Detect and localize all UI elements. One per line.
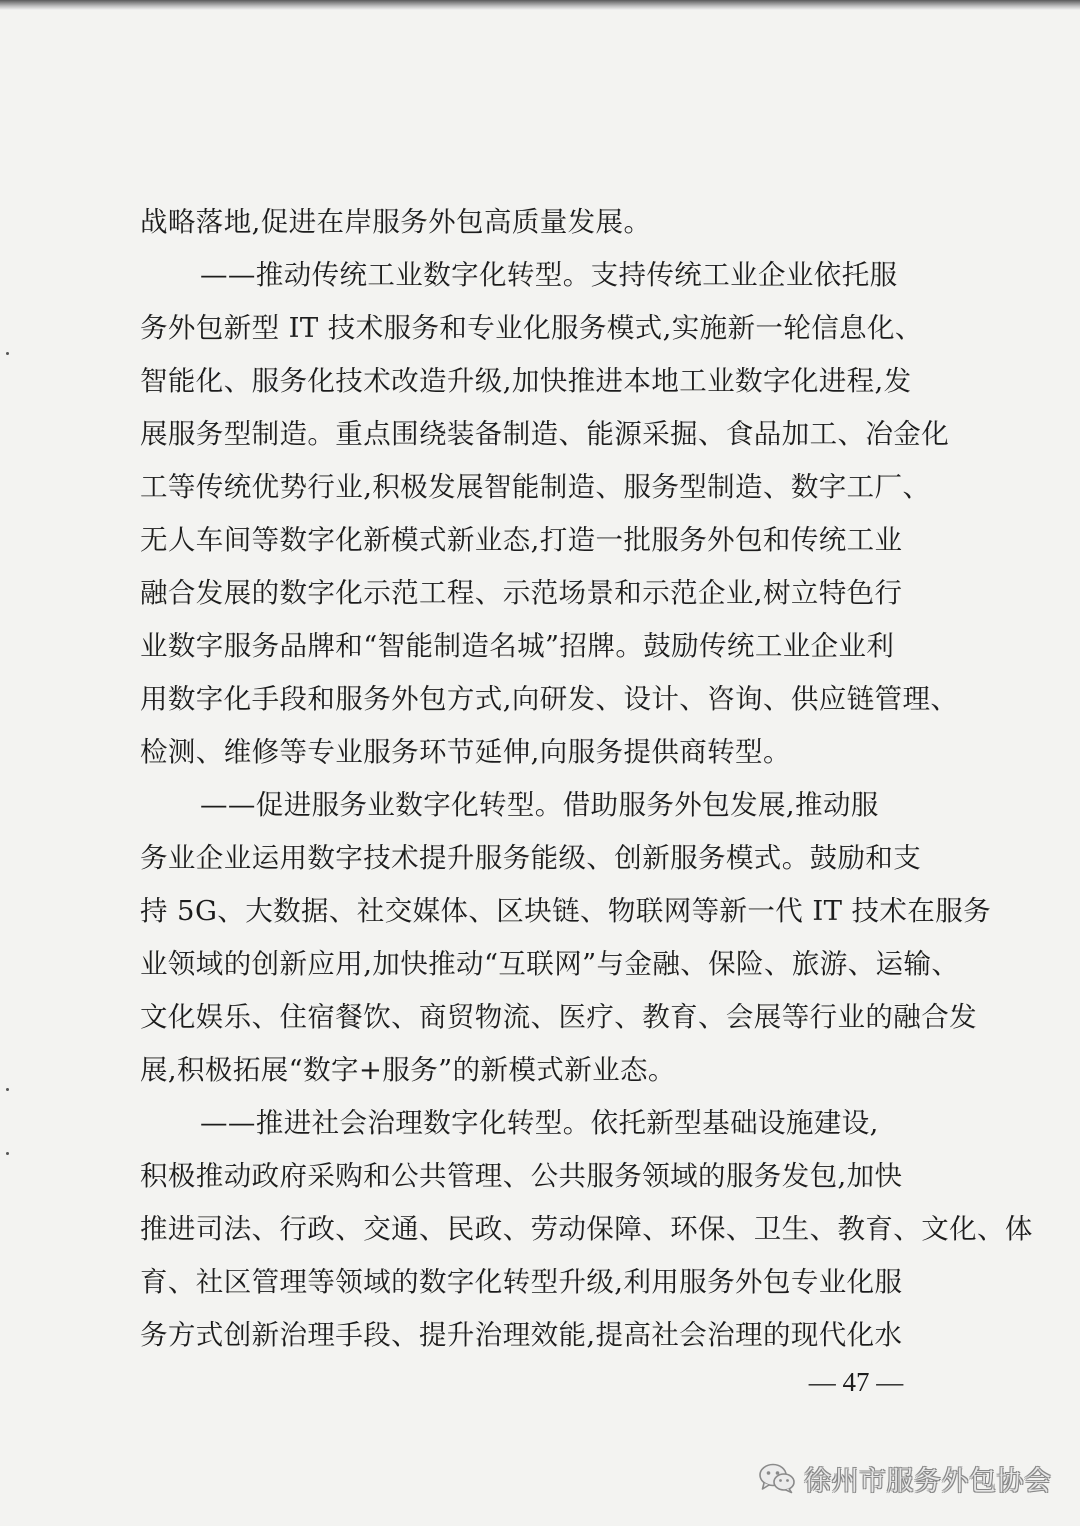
scan-speck [6, 1088, 9, 1091]
text-line: ——促进服务业数字化转型。借助服务外包发展,推动服 [200, 789, 879, 821]
text-line: 工等传统优势行业,积极发展智能制造、服务型制造、数字工厂、 [140, 471, 931, 503]
text-line: ——推动传统工业数字化转型。支持传统工业企业依托服 [200, 259, 898, 291]
text-line: 战略落地,促进在岸服务外包高质量发展。 [140, 206, 652, 238]
text-line: ——推进社会治理数字化转型。依托新型基础设施建设, [200, 1107, 879, 1139]
text-line: 务方式创新治理手段、提升治理效能,提高社会治理的现代化水 [140, 1319, 903, 1351]
text-line: 展服务型制造。重点围绕装备制造、能源采掘、食品加工、冶金化 [140, 418, 950, 450]
text-line: 业领域的创新应用,加快推动“互联网”与金融、保险、旅游、运输、 [140, 948, 960, 980]
text-line: 推进司法、行政、交通、民政、劳动保障、环保、卫生、教育、文化、体 [140, 1213, 1033, 1245]
watermark [758, 1455, 1052, 1501]
text-line: 务业企业运用数字技术提升服务能级、创新服务模式。鼓励和支 [140, 842, 922, 874]
text-line: 持 5G、大数据、社交媒体、区块链、物联网等新一代 IT 技术在服务 [140, 895, 991, 927]
text-line: 无人车间等数字化新模式新业态,打造一批服务外包和传统工业 [140, 524, 903, 556]
watermark-text: 徐州市服务外包协会 [804, 1465, 1052, 1497]
wechat-icon [758, 1462, 796, 1494]
text-line: 育、社区管理等领域的数字化转型升级,利用服务外包专业化服 [140, 1266, 903, 1298]
text-line: 用数字化手段和服务外包方式,向研发、设计、咨询、供应链管理、 [140, 683, 959, 715]
text-line: 融合发展的数字化示范工程、示范场景和示范企业,树立特色行 [140, 577, 903, 609]
scan-speck [6, 352, 9, 355]
scan-edge [0, 0, 1080, 10]
text-line: 展,积极拓展“数字+服务”的新模式新业态。 [140, 1054, 676, 1086]
text-line: 检测、维修等专业服务环节延伸,向服务提供商转型。 [140, 736, 791, 768]
document-body [140, 196, 1033, 1362]
text-line: 文化娱乐、住宿餐饮、商贸物流、医疗、教育、会展等行业的融合发 [140, 1001, 977, 1033]
text-line: 务外包新型 IT 技术服务和专业化服务模式,实施新一轮信息化、 [140, 312, 923, 344]
text-line: 业数字服务品牌和“智能制造名城”招牌。鼓励传统工业企业利 [140, 630, 895, 662]
text-line: 智能化、服务化技术改造升级,加快推进本地工业数字化进程,发 [140, 365, 912, 397]
page-number: — 47 — [808, 1367, 904, 1397]
scan-speck [6, 1152, 9, 1155]
text-line: 积极推动政府采购和公共管理、公共服务领域的服务发包,加快 [140, 1160, 903, 1192]
